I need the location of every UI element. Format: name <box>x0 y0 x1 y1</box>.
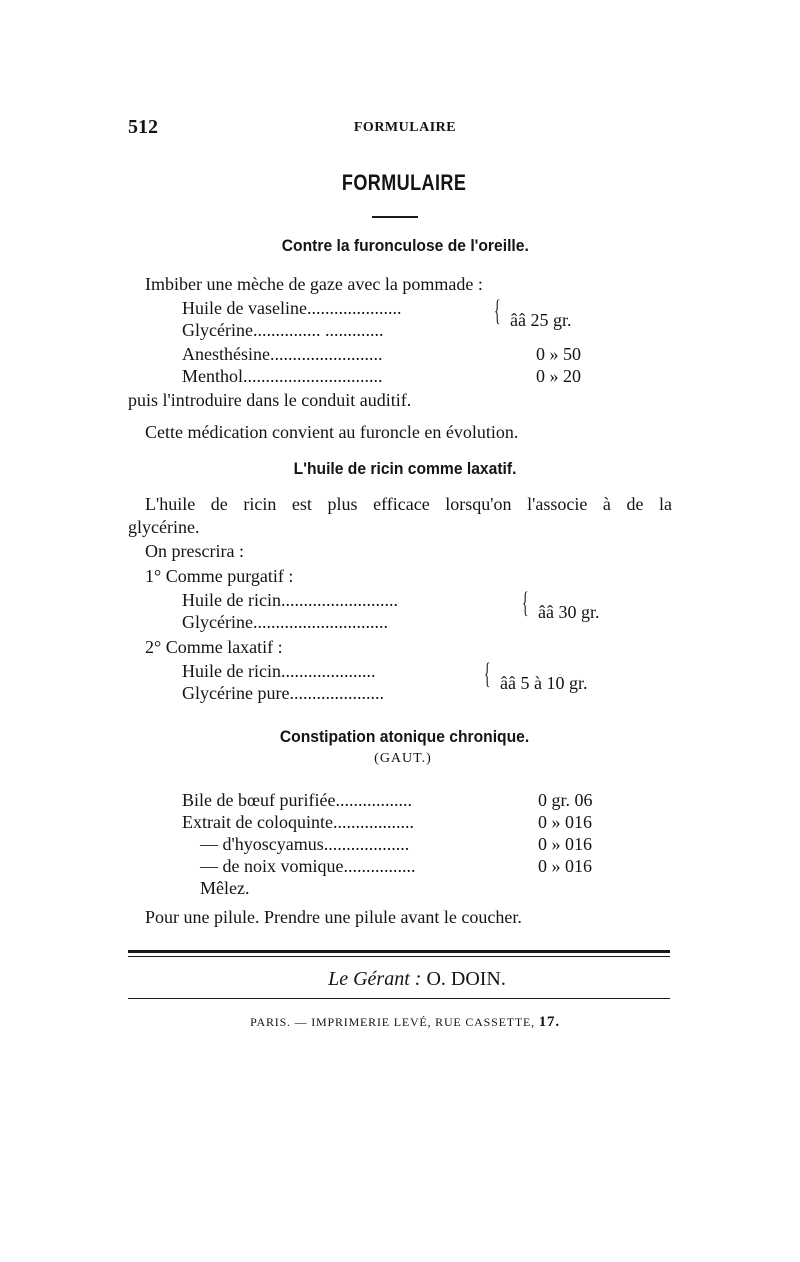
ingredient-coloquinte: Extrait de coloquinte.................. <box>182 812 414 832</box>
dose-hyoscyamus: 0 » 016 <box>538 834 592 854</box>
section2-paragraph-line1: L'huile de ricin est plus efficace lorsqu'on l'associe à de la <box>145 494 672 514</box>
case2-glycerine-pure: Glycérine pure..................... <box>182 683 384 703</box>
section2-paragraph-line2: glycérine. <box>128 517 200 537</box>
dose-bile-boeuf: 0 gr. 06 <box>538 790 593 810</box>
gerant-name: O. DOIN. <box>426 968 506 990</box>
case1-dose: ââ 30 gr. <box>538 602 600 622</box>
page-title: FORMULAIRE <box>341 170 467 195</box>
group-dose: ââ 25 gr. <box>510 310 572 330</box>
printer-number: 17. <box>538 1014 560 1030</box>
footer-rule-thin <box>128 956 670 957</box>
running-head: FORMULAIRE <box>353 120 457 135</box>
footer-rule-bottom <box>128 998 670 999</box>
ingredient-bile-boeuf: Bile de bœuf purifiée................. <box>182 790 412 810</box>
printer-line <box>0 1014 800 1031</box>
ingredient-anesthesine: Anesthésine......................... <box>182 344 383 364</box>
case1-glycerine: Glycérine.............................. <box>182 612 388 632</box>
dose-noix-vomique: 0 » 016 <box>538 856 592 876</box>
ingredient-noix-vomique: — de noix vomique................ <box>200 856 416 876</box>
section-heading-furonculose: Contre la furonculose de l'oreille. <box>281 236 529 255</box>
section1-intro: Imbiber une mèche de gaze avec la pommade : <box>145 274 483 294</box>
ingredient-hyoscyamus: — d'hyoscyamus................... <box>200 834 410 854</box>
ingredient-huile-vaseline: Huile de vaseline..................... <box>182 298 402 318</box>
ingredient-menthol: Menthol............................... <box>182 366 383 386</box>
printer-text: PARIS. — IMPRIMERIE LEVÉ, RUE CASSETTE, <box>250 1015 535 1029</box>
title-rule <box>372 216 418 218</box>
brace: { <box>494 294 501 327</box>
author-gaut: (GAUT.) <box>374 751 432 766</box>
brace: { <box>522 586 529 619</box>
case1-huile-ricin: Huile de ricin.......................... <box>182 590 398 610</box>
case2-label: 2° Comme laxatif : <box>145 637 283 657</box>
dose-anesthesine: 0 » 50 <box>536 344 581 364</box>
dose-menthol: 0 » 20 <box>536 366 581 386</box>
gerant-label: Le Gérant : <box>328 968 422 990</box>
ingredient-glycerine: Glycérine............... ............. <box>182 320 384 340</box>
section-heading-constipation: Constipation atonique chronique. <box>280 727 530 746</box>
on-prescrira: On prescrira : <box>145 541 244 561</box>
dose-coloquinte: 0 » 016 <box>538 812 592 832</box>
case2-huile-ricin: Huile de ricin..................... <box>182 661 376 681</box>
page-number: 512 <box>128 116 158 138</box>
gerant-line <box>0 968 800 991</box>
case2-dose: ââ 5 à 10 gr. <box>500 673 588 693</box>
section1-after: puis l'introduire dans le conduit auditif. <box>128 390 412 410</box>
section3-note: Pour une pilule. Prendre une pilule avant le coucher. <box>145 907 522 927</box>
section-heading-huile-ricin: L'huile de ricin comme laxatif. <box>293 459 517 478</box>
melez: Mêlez. <box>200 878 250 898</box>
brace: { <box>484 657 491 690</box>
section1-note: Cette médication convient au furoncle en évolution. <box>145 422 519 442</box>
case1-label: 1° Comme purgatif : <box>145 566 294 586</box>
footer-rule-thick <box>128 950 670 953</box>
